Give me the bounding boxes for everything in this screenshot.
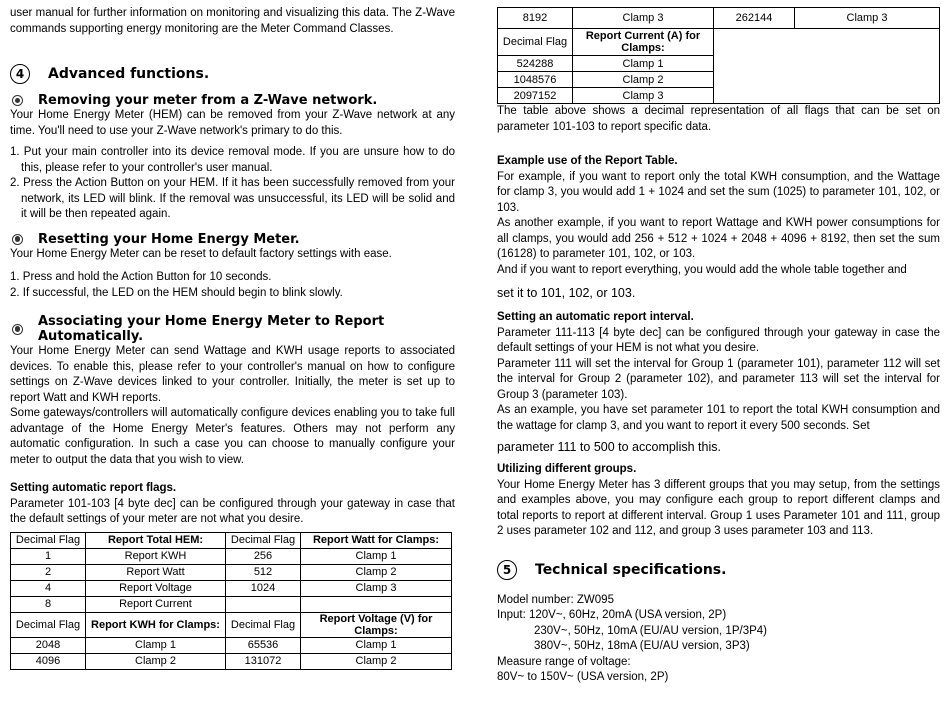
subsection-removing-heading bbox=[10, 93, 455, 108]
example-heading: Example use of the Report Table. bbox=[497, 155, 678, 167]
section-4-title: Advanced functions. bbox=[48, 66, 210, 82]
table-cell: Report Current (A) for Clamps: bbox=[573, 29, 714, 56]
table-cell: Clamp 3 bbox=[573, 8, 714, 29]
table-cell bbox=[301, 596, 452, 612]
table-row bbox=[498, 29, 940, 56]
table-cell: Clamp 1 bbox=[301, 548, 452, 564]
table-cell: 8 bbox=[11, 596, 86, 612]
table-row bbox=[498, 8, 940, 29]
table-cell: 524288 bbox=[498, 56, 573, 72]
spec-line: 380V~, 50Hz, 18mA (EU/AU version, 3P3) bbox=[534, 640, 750, 652]
table-row bbox=[11, 612, 452, 637]
table-cell: Clamp 2 bbox=[86, 653, 226, 669]
section-4-heading bbox=[10, 64, 455, 84]
table-cell: Report KWH bbox=[86, 548, 226, 564]
table-cell: Clamp 3 bbox=[301, 580, 452, 596]
radio-bullet-icon bbox=[12, 234, 23, 245]
report-flags-table-right bbox=[497, 7, 940, 104]
table-cell: 512 bbox=[226, 564, 301, 580]
subsection-associating-heading bbox=[10, 314, 455, 344]
table-row bbox=[11, 653, 452, 669]
table-row bbox=[11, 548, 452, 564]
table-cell: Report Total HEM: bbox=[86, 532, 226, 548]
radio-bullet-icon bbox=[12, 324, 23, 335]
radio-bullet-icon bbox=[12, 95, 23, 106]
table-cell: 1 bbox=[11, 548, 86, 564]
table-cell: 8192 bbox=[498, 8, 573, 29]
table-cell: Report KWH for Clamps: bbox=[86, 612, 226, 637]
table-cell-empty bbox=[714, 29, 940, 104]
table-cell: Decimal Flag bbox=[226, 612, 301, 637]
table-cell: Clamp 1 bbox=[573, 56, 714, 72]
section-5-heading bbox=[497, 560, 940, 580]
list-item: 1. Press and hold the Action Button for 10 seconds. bbox=[10, 271, 272, 283]
table-cell: 2097152 bbox=[498, 88, 573, 104]
table-cell bbox=[226, 596, 301, 612]
table-cell: Decimal Flag bbox=[498, 29, 573, 56]
list-item: 1. Put your main controller into its device removal mode. If you are unsure how to do this, please refer to your controller's user manual. bbox=[10, 146, 455, 174]
subsection-removing-title: Removing your meter from a Z-Wave network. bbox=[38, 93, 378, 108]
table-cell: 1024 bbox=[226, 580, 301, 596]
table-cell: Decimal Flag bbox=[11, 612, 86, 637]
groups-heading: Utilizing different groups. bbox=[497, 463, 637, 475]
table-cell: Clamp 1 bbox=[86, 637, 226, 653]
example-paragraph-1: For example, if you want to report only the total KWH consumption, and the Wattage for clamp 3, you would add 1 + 1024 and set the sum (1025) to parameter 101, 102, or 103. bbox=[497, 170, 940, 214]
flags-paragraph: Parameter 101-103 [4 byte dec] can be configured through your gateway in case that the default settings of your meter are not what you desire. bbox=[10, 497, 455, 525]
table-cell: 131072 bbox=[226, 653, 301, 669]
table-cell: Clamp 3 bbox=[795, 8, 940, 29]
table-row bbox=[11, 637, 452, 653]
table-cell: 65536 bbox=[226, 637, 301, 653]
interval-paragraph-3-continued: parameter 111 to 500 to accomplish this. bbox=[497, 440, 721, 454]
list-item: 2. If successful, the LED on the HEM should begin to blink slowly. bbox=[10, 286, 343, 299]
left-column bbox=[10, 6, 455, 670]
interval-paragraph-2: Parameter 111 will set the interval for Group 1 (parameter 101), parameter 112 will set the interval for Group 2 (parameter 102), and parameter 113 will set the interval for Group 3 (parameter 103). bbox=[497, 357, 940, 401]
table-cell: Clamp 2 bbox=[301, 564, 452, 580]
removing-steps-list bbox=[10, 145, 455, 223]
subsection-associating-title: Associating your Home Energy Meter to Report Automatically. bbox=[38, 314, 385, 344]
table-cell: 262144 bbox=[714, 8, 795, 29]
table-cell: Report Watt bbox=[86, 564, 226, 580]
table-cell: Report Watt for Clamps: bbox=[301, 532, 452, 548]
spec-line: Model number: ZW095 bbox=[497, 593, 614, 606]
groups-paragraph: Your Home Energy Meter has 3 different groups that you may setup, from the settings and examples above, you may configure each group to report different clamps and total reports to report at different interval. Group 1 uses Parameter 101 and 111, group 2 uses parameter 102 and 112, and group 3 uses parameter 103 and 113. bbox=[497, 478, 940, 537]
example-paragraph-3-continued: set it to 101, 102, or 103. bbox=[497, 286, 636, 300]
table-row bbox=[11, 580, 452, 596]
table-cell: Clamp 1 bbox=[301, 637, 452, 653]
spec-line: Measure range of voltage: bbox=[497, 655, 631, 668]
table-note-paragraph: The table above shows a decimal representation of all flags that can be set on parameter 101-103 to report specific data. bbox=[497, 105, 940, 133]
table-row bbox=[11, 532, 452, 548]
table-cell: Clamp 2 bbox=[301, 653, 452, 669]
table-cell: 2 bbox=[11, 564, 86, 580]
spec-line: 80V~ to 150V~ (USA version, 2P) bbox=[497, 671, 669, 683]
spec-line: Input: 120V~, 60Hz, 20mA (USA version, 2P) bbox=[497, 609, 727, 621]
example-paragraph-2: As another example, if you want to report Wattage and KWH power consumptions for all clamps, you would add 256 + 512 + 1024 + 2048 + 4096 + 8192, then set the sum (16128) to parameter 101, 102, or 103. bbox=[497, 217, 940, 260]
example-paragraph-3: And if you want to report everything, you would add the whole table together and bbox=[497, 263, 907, 276]
table-cell: 1048576 bbox=[498, 72, 573, 88]
section-4-number-icon: 4 bbox=[10, 64, 30, 84]
section-5-number-icon: 5 bbox=[497, 560, 517, 580]
table-cell: Clamp 3 bbox=[573, 88, 714, 104]
table-cell: 4 bbox=[11, 580, 86, 596]
table-cell: Clamp 2 bbox=[573, 72, 714, 88]
resetting-paragraph: Your Home Energy Meter can be reset to default factory settings with ease. bbox=[10, 247, 392, 260]
table-cell: Decimal Flag bbox=[226, 532, 301, 548]
subsection-resetting-heading bbox=[10, 232, 455, 247]
table-cell: 4096 bbox=[11, 653, 86, 669]
intro-paragraph: user manual for further information on monitoring and visualizing this data. The Z-Wave commands supporting energy monitoring are the Meter Command Classes. bbox=[10, 7, 455, 35]
table-row bbox=[11, 596, 452, 612]
subsection-resetting-title: Resetting your Home Energy Meter. bbox=[38, 231, 300, 247]
interval-paragraph-3: As an example, you have set parameter 101 to report the total KWH consumption and the wattage for clamp 3, and you want to report it every 500 seconds. Set bbox=[497, 404, 940, 432]
table-cell: Report Voltage (V) for Clamps: bbox=[301, 612, 452, 637]
section-5-title: Technical specifications. bbox=[535, 561, 727, 578]
removing-paragraph: Your Home Energy Meter (HEM) can be removed from your Z-Wave network at any time. You'll need to use your Z-Wave network's primary to do this. bbox=[10, 109, 455, 137]
interval-heading: Setting an automatic report interval. bbox=[497, 311, 694, 323]
table-cell: Report Voltage bbox=[86, 580, 226, 596]
table-cell: 2048 bbox=[11, 637, 86, 653]
table-cell: Decimal Flag bbox=[11, 532, 86, 548]
table-cell: Report Current bbox=[86, 596, 226, 612]
table-cell: 256 bbox=[226, 548, 301, 564]
report-flags-table-left bbox=[10, 532, 452, 670]
spec-line: 230V~, 50Hz, 10mA (EU/AU version, 1P/3P4) bbox=[534, 624, 767, 637]
technical-specs-block bbox=[497, 593, 940, 686]
associating-paragraph-1: Your Home Energy Meter can send Wattage and KWH usage reports to associated devices. To enable this, please refer to your controller's manual on how to configure settings on Z-Wave devices linked to your controller. Initially, the meter is set up to report Watt and KWH reports. bbox=[10, 345, 455, 404]
associating-paragraph-2: Some gateways/controllers will automatically configure devices enabling you to take full advantage of the Home Energy Meter's features. Others may not perform any automatic configuration. In such a case you can choose to manually configure your meter to output the data that you wish to view. bbox=[10, 407, 455, 466]
flags-heading: Setting automatic report flags. bbox=[10, 482, 177, 494]
interval-paragraph-1: Parameter 111-113 [4 byte dec] can be configured through your gateway in case the default settings of your HEM is not what you desire. bbox=[497, 326, 940, 354]
table-row bbox=[11, 564, 452, 580]
resetting-steps-list bbox=[10, 270, 455, 301]
list-item: 2. Press the Action Button on your HEM. If it has been successfully removed from your network, its LED will blink. If the removal was unsuccessful, its LED will be solid and it will be then repeated again. bbox=[10, 177, 455, 220]
right-column bbox=[497, 6, 940, 686]
